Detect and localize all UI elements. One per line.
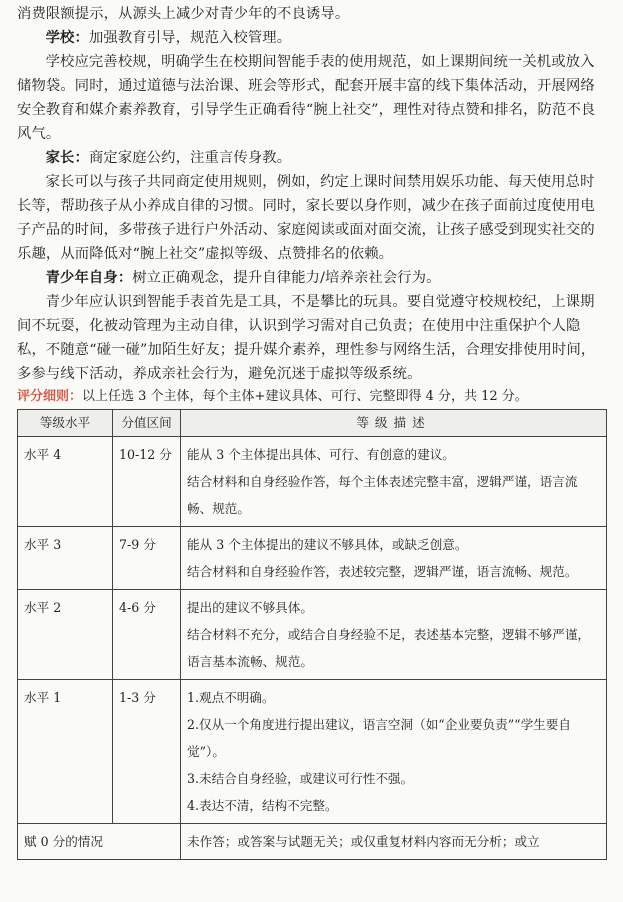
description-cell bbox=[181, 680, 607, 824]
zero-score-description: 未作答；或答案与试题无关；或仅重复材料内容而无分析；或立 bbox=[181, 824, 607, 860]
range-cell: 7-9 分 bbox=[113, 527, 181, 590]
description-line: 能从 3 个主体提出具体、可行、有创意的建议。 bbox=[187, 447, 455, 462]
table-row bbox=[18, 527, 607, 590]
description-line: 结合材料和自身经验作答，表述较完整，逻辑严谨，语言流畅、规范。 bbox=[187, 564, 578, 579]
level-cell: 水平 2 bbox=[18, 590, 113, 680]
description-cell bbox=[181, 590, 607, 680]
range-cell: 1-3 分 bbox=[113, 680, 181, 824]
table-row bbox=[18, 824, 607, 860]
description-line: 4.表达不清，结构不完整。 bbox=[187, 798, 338, 813]
scoring-label: 评分细则： bbox=[17, 389, 83, 404]
description-line: 3.未结合自身经验，或建议可行性不强。 bbox=[187, 771, 414, 786]
description-line: 2.仅从一个角度进行提出建议，语言空洞（如“企业要负责”“学生要自觉”）。 bbox=[187, 717, 571, 759]
table-row bbox=[18, 590, 607, 680]
header-description: 等级描述 bbox=[181, 410, 607, 437]
scoring-text: 以上任选 3 个主体，每个主体+建议具体、可行、完整即得 4 分，共 12 分。 bbox=[82, 389, 528, 404]
range-cell: 10-12 分 bbox=[113, 437, 181, 527]
youth-paragraph: 青少年应认识到智能手表首先是工具，不是攀比的玩具。要自觉遵守校规校纪，上课期间不玩耍，化被动管理为主动自律，认识到学习需对自己负责；在使用中注重保护个人隐私，不随意“碰一碰”加陌生好友；提升媒介素养，理性参与网络生活，合理安排使用时间，多参与线下活动，养成亲社会行为，避免沉迷于虚拟等级系统。 bbox=[17, 294, 596, 382]
document-page bbox=[0, 2, 623, 902]
parents-heading-text: 商定家庭公约，注重言传身教。 bbox=[88, 150, 292, 166]
zero-score-label: 赋 0 分的情况 bbox=[18, 824, 181, 860]
intro-tail: 消费限额提示，从源头上减少对青少年的不良诱导。 bbox=[17, 6, 350, 22]
range-cell: 4-6 分 bbox=[113, 590, 181, 680]
description-line: 结合材料不充分，或结合自身经验不足，表述基本完整，逻辑不够严谨，语言基本流畅、规范。 bbox=[187, 627, 590, 669]
youth-label: 青少年自身： bbox=[45, 270, 133, 286]
parents-paragraph: 家长可以与孩子共同商定使用规则，例如，约定上课时间禁用娱乐功能、每天使用总时长等，帮助孩子从小养成自律的习惯。同时，家长要以身作则，减少在孩子面前过度使用电子产品的时间，多带孩子进行户外活动、家庭阅读或面对面交流，让孩子感受到现实社交的乐趣，从而降低对“腕上社交”虚拟等级、点赞排名的依赖。 bbox=[17, 174, 595, 262]
description-line: 提出的建议不够具体。 bbox=[187, 600, 313, 615]
description-line: 能从 3 个主体提出的建议不够具体，或缺乏创意。 bbox=[187, 537, 468, 552]
level-cell: 水平 4 bbox=[18, 437, 113, 527]
scoring-rules bbox=[17, 386, 607, 408]
table-row bbox=[18, 680, 607, 824]
header-level: 等级水平 bbox=[18, 410, 113, 437]
parents-label: 家长： bbox=[45, 150, 89, 166]
table-row bbox=[18, 437, 607, 527]
school-paragraph: 学校应完善校规，明确学生在校期间智能手表的使用规范，如上课期间统一关机或放入储物袋。同时，通过道德与法治课、班会等形式，配套开展丰富的线下集体活动，开展网络安全教育和媒介素养教育，引导学生正确看待“腕上社交”，理性对待点赞和排名，防范不良风气。 bbox=[17, 54, 596, 142]
school-heading bbox=[17, 26, 607, 50]
description-line: 结合材料和自身经验作答，每个主体表述完整丰富，逻辑严谨，语言流畅、规范。 bbox=[187, 474, 578, 516]
description-line: 1.观点不明确。 bbox=[187, 690, 275, 705]
level-cell: 水平 3 bbox=[18, 527, 113, 590]
grading-table bbox=[17, 409, 607, 860]
school-label: 学校： bbox=[45, 30, 89, 46]
youth-heading bbox=[17, 266, 607, 290]
description-cell bbox=[181, 437, 607, 527]
parents-heading bbox=[17, 146, 607, 170]
description-cell bbox=[181, 527, 607, 590]
level-cell: 水平 1 bbox=[18, 680, 113, 824]
table-header-row bbox=[18, 410, 607, 437]
youth-heading-text: 树立正确观念，提升自律能力/培养亲社会行为。 bbox=[132, 270, 441, 286]
school-heading-text: 加强教育引导，规范入校管理。 bbox=[88, 30, 292, 46]
header-range: 分值区间 bbox=[113, 410, 181, 437]
essay-body bbox=[17, 2, 607, 386]
